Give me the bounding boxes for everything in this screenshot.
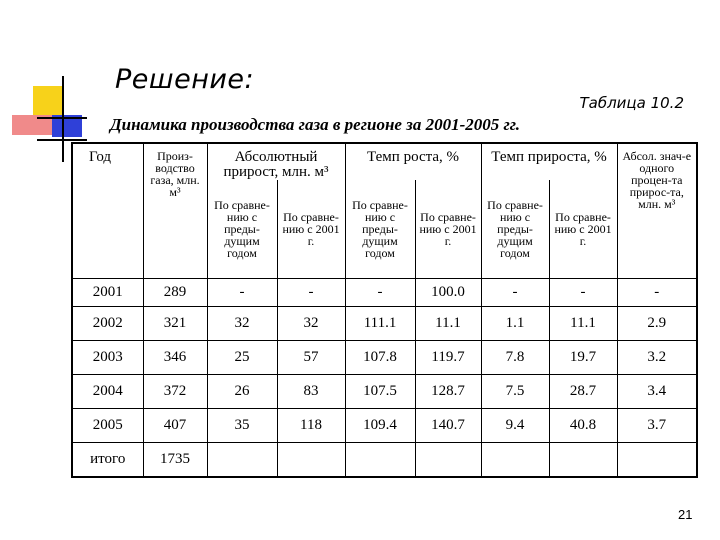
cell-empty — [345, 442, 415, 477]
cell-gr-chain: 109.4 — [345, 408, 415, 442]
cell-gr-chain: 107.5 — [345, 374, 415, 408]
cell-abs-chain: - — [207, 278, 277, 306]
cell-production: 289 — [143, 278, 207, 306]
cell-year: 2005 — [72, 408, 143, 442]
slide-title: Решение: — [115, 64, 255, 95]
header-absolute-growth: Абсолютный прирост, млн. м³ — [207, 143, 345, 180]
header-year: Год — [72, 143, 143, 278]
cell-abs-one-percent: 3.2 — [617, 340, 697, 374]
cell-abs-chain: 32 — [207, 306, 277, 340]
cell-empty — [207, 442, 277, 477]
decor-yellow-square — [33, 86, 63, 116]
cell-abs-chain: 26 — [207, 374, 277, 408]
header-abs-base: По сравне-нию с 2001 г. — [277, 180, 345, 278]
cell-gr-base: 128.7 — [415, 374, 481, 408]
cell-empty — [415, 442, 481, 477]
cell-gr-base: 100.0 — [415, 278, 481, 306]
decor-horizontal-line — [37, 117, 87, 119]
cell-inc-chain: - — [481, 278, 549, 306]
cell-inc-base: 28.7 — [549, 374, 617, 408]
cell-inc-chain: 9.4 — [481, 408, 549, 442]
header-abs-one-percent: Абсол. знач-е одного процен-та прирос-та, млн. м³ — [617, 143, 697, 278]
table-caption: Динамика производства газа в регионе за 2001-2005 гг. — [110, 115, 521, 134]
cell-empty — [617, 442, 697, 477]
page-number: 21 — [678, 507, 693, 522]
cell-year: 2002 — [72, 306, 143, 340]
cell-inc-chain: 7.5 — [481, 374, 549, 408]
cell-abs-base: 57 — [277, 340, 345, 374]
cell-abs-base: 118 — [277, 408, 345, 442]
table-row — [72, 408, 697, 442]
cell-abs-one-percent: 3.4 — [617, 374, 697, 408]
cell-inc-base: 19.7 — [549, 340, 617, 374]
cell-inc-base: - — [549, 278, 617, 306]
cell-abs-base: - — [277, 278, 345, 306]
cell-empty — [277, 442, 345, 477]
cell-abs-base: 83 — [277, 374, 345, 408]
header-row-top — [72, 143, 697, 180]
header-abs-chain: По сравне-нию с преды-дущим годом — [207, 180, 277, 278]
cell-abs-one-percent: 2.9 — [617, 306, 697, 340]
table-number: Таблица 10.2 — [579, 94, 684, 112]
cell-inc-base: 40.8 — [549, 408, 617, 442]
cell-abs-one-percent: 3.7 — [617, 408, 697, 442]
cell-gr-base: 119.7 — [415, 340, 481, 374]
gas-production-table — [71, 142, 698, 478]
cell-empty — [481, 442, 549, 477]
cell-gr-chain: 111.1 — [345, 306, 415, 340]
cell-inc-chain: 1.1 — [481, 306, 549, 340]
cell-inc-chain: 7.8 — [481, 340, 549, 374]
header-increase-rate: Темп прироста, % — [481, 143, 617, 180]
cell-year: 2001 — [72, 278, 143, 306]
decor-vertical-line — [62, 76, 64, 162]
cell-production: 372 — [143, 374, 207, 408]
cell-abs-chain: 25 — [207, 340, 277, 374]
cell-gr-base: 140.7 — [415, 408, 481, 442]
header-gr-chain: По сравне-нию с преды-дущим годом — [345, 180, 415, 278]
table-row — [72, 374, 697, 408]
cell-year: 2003 — [72, 340, 143, 374]
cell-production: 407 — [143, 408, 207, 442]
cell-production: 346 — [143, 340, 207, 374]
header-gr-base: По сравне-нию с 2001 г. — [415, 180, 481, 278]
cell-abs-base: 32 — [277, 306, 345, 340]
table-row — [72, 340, 697, 374]
cell-total-label: итого — [72, 442, 143, 477]
total-row — [72, 442, 697, 477]
header-production: Произ-водство газа, млн. м³ — [143, 143, 207, 278]
cell-production: 321 — [143, 306, 207, 340]
cell-total-production: 1735 — [143, 442, 207, 477]
cell-inc-base: 11.1 — [549, 306, 617, 340]
cell-empty — [549, 442, 617, 477]
header-growth-rate: Темп роста, % — [345, 143, 481, 180]
decor-horizontal-line-lower — [37, 139, 87, 141]
table-row — [72, 278, 697, 306]
cell-gr-chain: - — [345, 278, 415, 306]
cell-abs-one-percent: - — [617, 278, 697, 306]
header-inc-base: По сравне-нию с 2001 г. — [549, 180, 617, 278]
cell-abs-chain: 35 — [207, 408, 277, 442]
header-inc-chain: По сравне-нию с преды-дущим годом — [481, 180, 549, 278]
cell-gr-chain: 107.8 — [345, 340, 415, 374]
cell-year: 2004 — [72, 374, 143, 408]
cell-gr-base: 11.1 — [415, 306, 481, 340]
table-row — [72, 306, 697, 340]
